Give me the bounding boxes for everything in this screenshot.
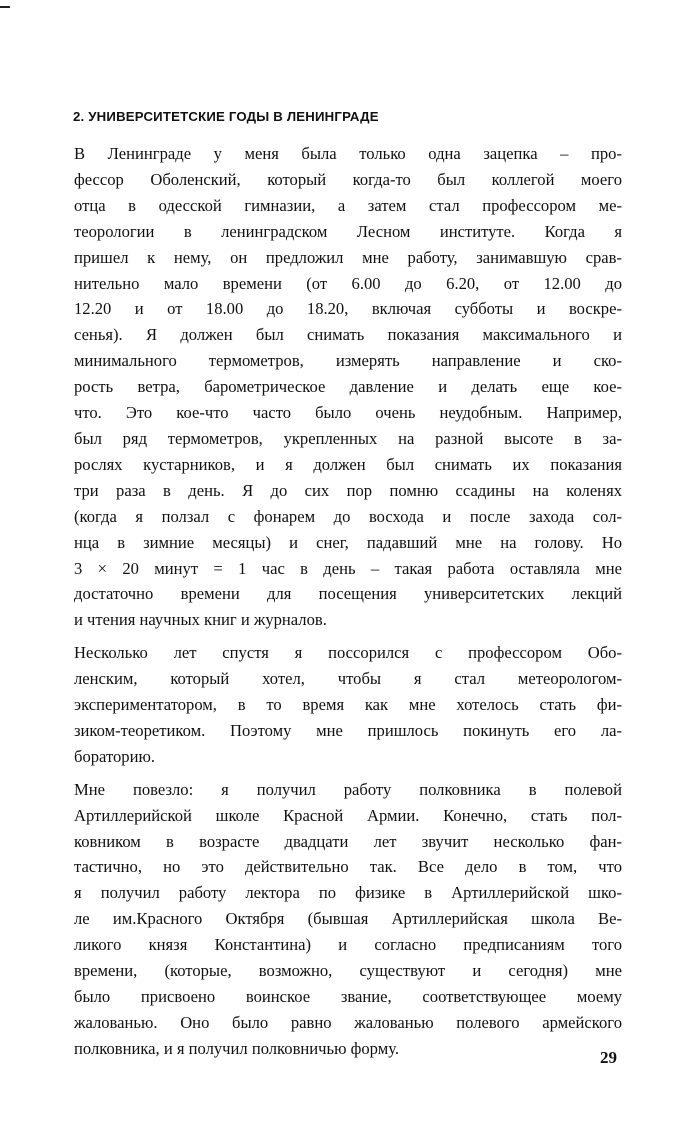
text-line: три раза в день. Я до сих пор помню ссадины на коленях bbox=[74, 480, 622, 500]
text-line: (когда я ползал с фонарем до восхода и после захода сол- bbox=[74, 506, 622, 526]
text-line: отца в одесской гимназии, а затем стал профессором ме- bbox=[74, 195, 622, 215]
text-line: 3 × 20 минут = 1 час в день – такая работа оставляла мне bbox=[74, 558, 622, 578]
text-line: жалованью. Оно было равно жалованью полевого армейского bbox=[74, 1012, 622, 1032]
paragraph-3 bbox=[74, 777, 622, 1062]
text-line: рость ветра, барометрическое давление и делать еще кое- bbox=[74, 377, 622, 397]
text-line: зиком-теоретиком. Поэтому мне пришлось покинуть его ла- bbox=[74, 720, 622, 740]
text-line: был ряд термометров, укрепленных на разной высоте в за- bbox=[74, 428, 622, 448]
section-heading: 2. УНИВЕРСИТЕТСКИЕ ГОДЫ В ЛЕНИНГРАДЕ bbox=[73, 109, 379, 124]
text-line: ленским, который хотел, чтобы я стал метеорологом- bbox=[74, 669, 622, 689]
text-line: экспериментатором, в то время как мне хотелось стать фи- bbox=[74, 695, 622, 715]
text-line: ковником в возрасте двадцати лет звучит несколько фан- bbox=[74, 831, 622, 851]
text-line: и чтения научных книг и журналов. bbox=[74, 610, 327, 630]
text-line: тастично, но это действительно так. Все дело в том, что bbox=[74, 857, 622, 877]
text-line: я получил работу лектора по физике в Артиллерийской шко- bbox=[74, 883, 622, 903]
text-line: Артиллерийской школе Красной Армии. Конечно, стать пол- bbox=[74, 805, 622, 825]
text-line: 12.20 и от 18.00 до 18.20, включая субботы и воскре- bbox=[74, 299, 622, 319]
text-line: В Ленинграде у меня была только одна зацепка – про- bbox=[74, 144, 622, 163]
text-line: пришел к нему, он предложил мне работу, занимавшую срав- bbox=[74, 247, 622, 267]
text-line: Мне повезло: я получил работу полковника в полевой bbox=[74, 779, 622, 799]
text-line: сенья). Я должен был снимать показания максимального и bbox=[74, 325, 622, 345]
text-line: времени, (которые, возможно, существуют и сегодня) мне bbox=[74, 961, 622, 981]
text-line: фессор Оболенский, который когда-то был коллегой моего bbox=[74, 169, 622, 189]
text-line: бораторию. bbox=[74, 746, 156, 766]
text-line: достаточно времени для посещения университетских лекций bbox=[74, 584, 622, 604]
body-text bbox=[74, 141, 622, 1069]
text-line: рослях кустарников, и я должен был снимать их показания bbox=[74, 454, 622, 474]
paragraph-1 bbox=[74, 141, 622, 633]
text-line: нца в зимние месяцы) и снег, падавший мне на голову. Но bbox=[74, 532, 622, 552]
paragraph-2 bbox=[74, 640, 622, 770]
text-line: что. Это кое-что часто было очень неудобным. Например, bbox=[74, 403, 622, 423]
text-line: минимального термометров, измерять направление и ско- bbox=[74, 351, 622, 371]
page-number: 29 bbox=[600, 1048, 617, 1067]
text-line: теорологии в ленинградском Лесном институте. Когда я bbox=[74, 221, 622, 241]
scan-corner-mark bbox=[0, 6, 10, 8]
text-line: ле им.Красного Октября (бывшая Артиллерийская школа Ве- bbox=[74, 909, 622, 929]
text-line: Несколько лет спустя я поссорился с профессором Обо- bbox=[74, 643, 622, 663]
text-line: полковника, и я получил полковничью форму. bbox=[74, 1038, 400, 1058]
text-line: нительно мало времени (от 6.00 до 6.20, от 12.00 до bbox=[74, 273, 622, 293]
text-line: ликого князя Константина) и согласно предписаниям того bbox=[74, 935, 622, 955]
text-line: было присвоено воинское звание, соответствующее моему bbox=[74, 987, 622, 1006]
